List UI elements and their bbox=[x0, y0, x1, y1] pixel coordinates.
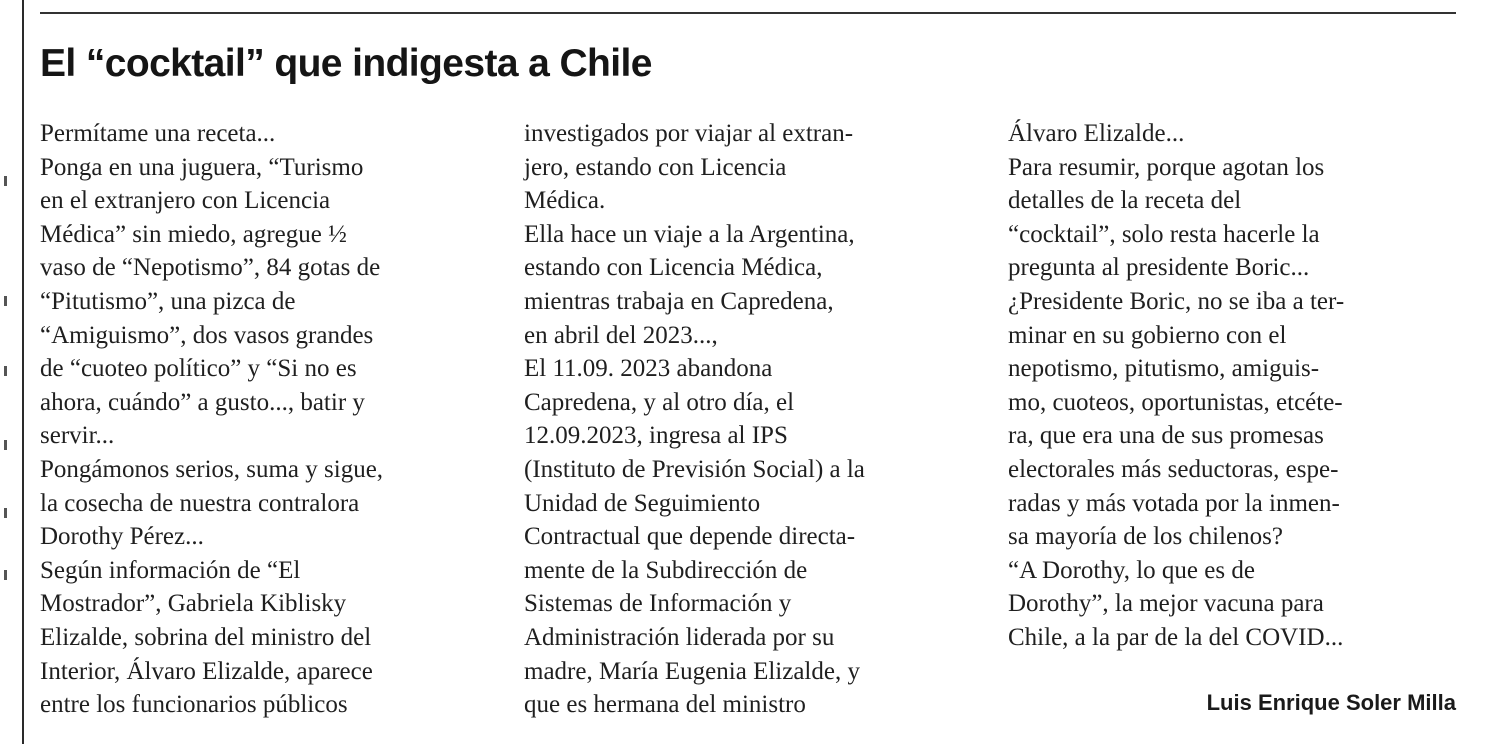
top-rule bbox=[40, 12, 1456, 14]
text-line: ahora, cuándo” a gusto..., batir y bbox=[40, 388, 365, 416]
article-column-1 bbox=[40, 117, 490, 722]
text-line: nepotismo, pitutismo, amiguis- bbox=[1008, 355, 1320, 383]
text-line: “Pitutismo”, una pizca de bbox=[40, 287, 296, 315]
text-line: investigados por viajar al extran- bbox=[524, 120, 854, 147]
text-line: mo, cuoteos, oportunistas, etcéte- bbox=[1008, 388, 1343, 416]
text-line: “Amiguismo”, dos vasos grandes bbox=[40, 321, 374, 349]
text-line: servir... bbox=[40, 422, 115, 450]
text-line: ¿Presidente Boric, no se iba a ter- bbox=[1008, 287, 1345, 315]
margin-tick bbox=[4, 508, 7, 518]
text-line: detalles de la receta del bbox=[1008, 187, 1242, 215]
text-line: El 11.09. 2023 abandona bbox=[524, 355, 773, 383]
text-line: en abril del 2023..., bbox=[524, 321, 718, 349]
text-line: Médica. bbox=[524, 187, 606, 215]
margin-tick bbox=[4, 570, 7, 580]
text-line: Capredena, y al otro día, el bbox=[524, 388, 795, 416]
text-line: la cosecha de nuestra contralora bbox=[40, 489, 360, 517]
article-column-2 bbox=[524, 117, 974, 722]
text-line: Médica” sin miedo, agregue ½ bbox=[40, 220, 347, 248]
article-headline: El “cocktail” que indigesta a Chile bbox=[40, 42, 652, 85]
margin-tick bbox=[4, 296, 7, 306]
text-line: pregunta al presidente Boric... bbox=[1008, 254, 1310, 282]
text-line: jero, estando con Licencia bbox=[524, 153, 787, 181]
text-line: Según información de “El bbox=[40, 556, 301, 584]
text-line: Ponga en una juguera, “Turismo bbox=[40, 153, 364, 181]
text-line: Permítame una receta... bbox=[40, 120, 276, 147]
text-line: ra, que era una de sus promesas bbox=[1008, 422, 1324, 450]
text-line: mente de la Subdirección de bbox=[524, 556, 808, 584]
text-line: Ella hace un viaje a la Argentina, bbox=[524, 220, 855, 248]
text-line: Contractual que depende directa- bbox=[524, 523, 856, 551]
text-line: Elizalde, sobrina del ministro del bbox=[40, 623, 372, 651]
text-line: “A Dorothy, lo que es de bbox=[1008, 556, 1255, 584]
text-line: Pongámonos serios, suma y sigue, bbox=[40, 455, 384, 483]
text-line: Unidad de Seguimiento bbox=[524, 489, 761, 517]
text-line: que es hermana del ministro bbox=[524, 691, 806, 719]
author-signature: Luis Enrique Soler Milla bbox=[1206, 690, 1456, 715]
text-line: Sistemas de Información y bbox=[524, 590, 792, 618]
margin-tick bbox=[4, 440, 7, 450]
text-line: minar en su gobierno con el bbox=[1008, 321, 1287, 349]
text-line: mientras trabaja en Capredena, bbox=[524, 287, 834, 315]
text-line: en el extranjero con Licencia bbox=[40, 187, 331, 215]
text-line: Dorothy Pérez... bbox=[40, 523, 204, 551]
text-line: electorales más seductoras, espe- bbox=[1008, 455, 1339, 483]
text-line: radas y más votada por la inmen- bbox=[1008, 489, 1340, 517]
text-line: vaso de “Nepotismo”, 84 gotas de bbox=[40, 254, 381, 282]
text-line: de “cuoteo político” y “Si no es bbox=[40, 355, 357, 383]
article-column-3 bbox=[1008, 117, 1458, 655]
column-divider-left bbox=[22, 0, 24, 744]
text-line: Interior, Álvaro Elizalde, aparece bbox=[40, 657, 373, 685]
text-line: madre, María Eugenia Elizalde, y bbox=[524, 657, 860, 685]
text-line: (Instituto de Previsión Social) a la bbox=[524, 455, 865, 483]
text-line: Administración liderada por su bbox=[524, 623, 835, 651]
text-line: sa mayoría de los chilenos? bbox=[1008, 523, 1283, 551]
text-line: estando con Licencia Médica, bbox=[524, 254, 823, 282]
text-line: “cocktail”, solo resta hacerle la bbox=[1008, 220, 1320, 248]
text-line: Chile, a la par de la del COVID... bbox=[1008, 623, 1344, 651]
text-line: entre los funcionarios públicos bbox=[40, 691, 348, 719]
text-line: Dorothy”, la mejor vacuna para bbox=[1008, 590, 1324, 618]
text-line: Álvaro Elizalde... bbox=[1008, 120, 1185, 147]
margin-tick bbox=[4, 176, 7, 186]
text-line: Para resumir, porque agotan los bbox=[1008, 153, 1325, 181]
text-line: 12.09.2023, ingresa al IPS bbox=[524, 422, 788, 450]
margin-tick bbox=[4, 366, 7, 376]
text-line: Mostrador”, Gabriela Kiblisky bbox=[40, 590, 347, 618]
